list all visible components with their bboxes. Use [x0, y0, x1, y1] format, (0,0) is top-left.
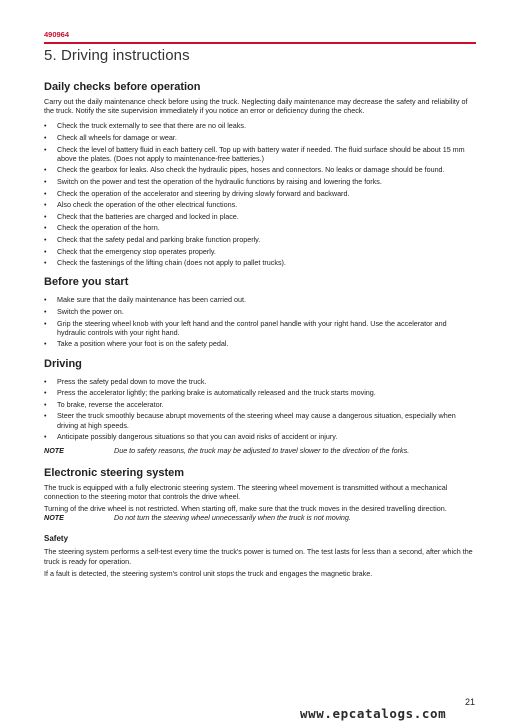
note-label: NOTE [44, 446, 64, 456]
list-item: • Check the fastenings of the lifting chain (does not apply to pallet trucks). [44, 258, 476, 267]
daily-checks-list [44, 121, 476, 267]
safety-paragraph-1: The steering system performs a self-test every time the truck's power is turned on. The test lasts for less than a second, after which the truck is ready for operation. [44, 547, 473, 566]
note-label: NOTE [44, 513, 64, 523]
steering-note [44, 513, 476, 522]
header-rule [44, 42, 476, 44]
list-item: • Check the truck externally to see that there are no oil leaks. [44, 121, 476, 130]
section-heading-steering: Electronic steering system [44, 466, 185, 479]
list-item: • Check that the safety pedal and parking brake function properly. [44, 235, 476, 244]
note-text: Due to safety reasons, the truck may be adjusted to travel slower to the direction of the forks. [114, 446, 410, 456]
list-item: • Make sure that the daily maintenance has been carried out. [44, 295, 476, 304]
list-item: • Switch the power on. [44, 307, 476, 316]
list-item: • Press the safety pedal down to move the truck. [44, 377, 476, 386]
driving-note [44, 446, 476, 455]
list-item: • Check the level of battery fluid in each battery cell. Top up with battery water if needed. The fluid surface should be about 15 mm above the plates. (Does not apply to maintenance-free batteries.) [44, 145, 476, 163]
document-number: 490964 [44, 30, 70, 39]
section-heading-driving: Driving [44, 357, 82, 370]
list-item: • Anticipate possibly dangerous situations so that you can avoid risks of accident or injury. [44, 432, 476, 441]
list-item: • Take a position where your foot is on the safety pedal. [44, 339, 476, 348]
steering-paragraph-1: The truck is equipped with a fully electronic steering system. The steering wheel movement is transmitted without a mechanical connection to the steering motor that controls the drive wheel. [44, 482, 448, 501]
list-item: • To brake, reverse the accelerator. [44, 400, 476, 409]
before-start-list [44, 295, 476, 348]
list-item: • Steer the truck smoothly because abrupt movements of the steering wheel may cause a dangerous situation, especially when driving at high speeds. [44, 411, 476, 429]
list-item: • Switch on the power and test the operation of the hydraulic functions by raising and lowering the forks. [44, 177, 476, 186]
list-item: • Check all wheels for damage or wear. [44, 133, 476, 142]
list-item: • Grip the steering wheel knob with your left hand and the control panel handle with your right hand. Use the accelerator and hydraulic controls with your right hand. [44, 319, 476, 337]
list-item: • Press the accelerator lightly; the parking brake is automatically released and the truck starts moving. [44, 388, 476, 397]
list-item: • Check the operation of the horn. [44, 223, 476, 232]
section-heading-daily-checks: Daily checks before operation [44, 81, 201, 93]
chapter-title: 5. Driving instructions [44, 47, 190, 64]
section-heading-before-start: Before you start [44, 276, 129, 289]
list-item: • Check that the emergency stop operates properly. [44, 247, 476, 256]
subsection-heading-safety: Safety [44, 534, 69, 544]
list-item: • Check that the batteries are charged and locked in place. [44, 212, 476, 221]
page-number: 21 [465, 697, 476, 707]
driving-list [44, 377, 476, 442]
list-item: • Check the gearbox for leaks. Also check the hydraulic pipes, hoses and connectors. No leaks or damage should be found. [44, 165, 476, 174]
page-content [44, 80, 476, 578]
watermark-url: www.epcatalogs.com [300, 706, 447, 721]
daily-checks-intro: Carry out the daily maintenance check before using the truck. Neglecting daily maintenance may decrease the safety and reliability of the truck. Notify the site supervision immediately if you notice an error or deficiency during the check. [44, 97, 468, 116]
safety-paragraph-2: If a fault is detected, the steering system's control unit stops the truck and engages the magnetic brake. [44, 568, 373, 578]
steering-paragraph-2: Turning of the drive wheel is not restricted. When starting off, make sure that the truck moves in the desired travelling direction. [44, 503, 447, 513]
list-item: • Also check the operation of the other electrical functions. [44, 200, 476, 209]
list-item: • Check the operation of the accelerator and steering by driving slowly forward and backward. [44, 189, 476, 198]
note-text: Do not turn the steering wheel unnecessarily when the truck is not moving. [114, 513, 351, 523]
